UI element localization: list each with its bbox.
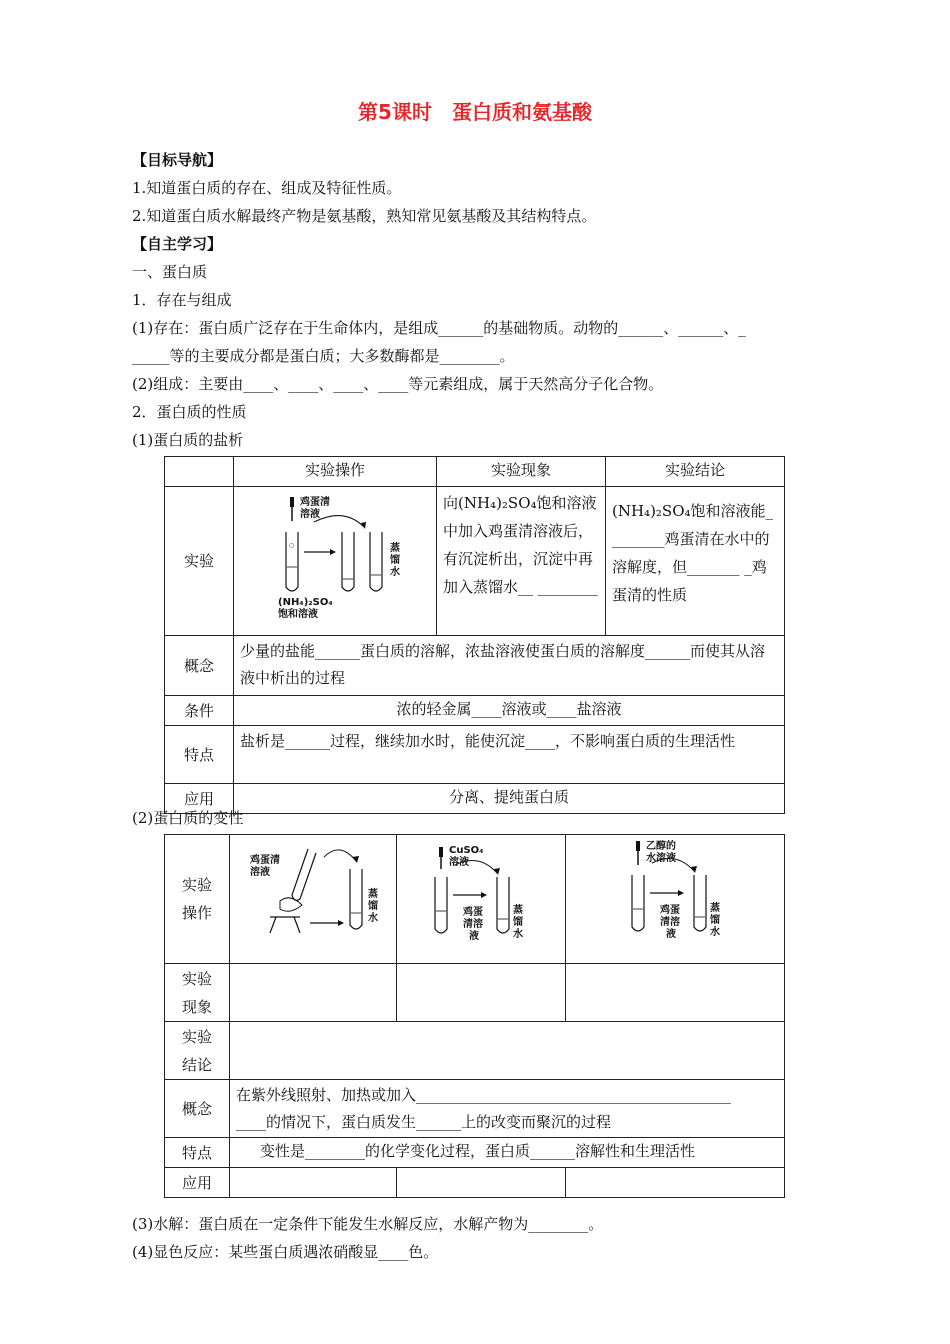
exist-text-a: (1)存在：蛋白质广泛存在于生命体内，是组成______的基础物质。动物的______、______、_ — [132, 319, 746, 337]
fig-water-3: 水 — [390, 567, 400, 578]
phenomenon-cell-2 — [397, 964, 566, 1022]
fig2-egg-b: 清溶 — [463, 919, 483, 930]
svg-text:○: ○ — [289, 542, 295, 549]
salting-application: 分离、提纯蛋白质 — [234, 784, 785, 814]
hydrolysis-text: (3)水解：蛋白质在一定条件下能发生水解反应，水解产物为________。 — [132, 1215, 604, 1233]
fig2-egg-c: 液 — [469, 931, 479, 942]
salting-figure-cell — [234, 487, 437, 636]
header-conclusion: 实验结论 — [606, 457, 785, 487]
study-heading: 【自主学习】 — [132, 235, 223, 253]
fig3-reagent: 乙醇的 — [646, 841, 676, 852]
fig-sat-label: 饱和溶液 — [278, 609, 318, 620]
heat-figure — [230, 835, 396, 955]
fig3-egg-a: 鸡蛋 — [660, 905, 680, 916]
fig-egg-label: 鸡蛋清 — [300, 497, 330, 508]
row-label-phenomenon: 实验 现象 — [165, 964, 230, 1022]
fig-sol-label: 溶液 — [300, 509, 320, 520]
application-cell-2 — [397, 1168, 566, 1198]
salting-table — [164, 456, 785, 814]
heat-figure-cell — [230, 835, 397, 964]
salting-concept: 少量的盐能______蛋白质的溶解，浓盐溶液使蛋白质的溶解度______而使其从溶液中析出的过程 — [234, 636, 785, 696]
fig3-egg-c: 液 — [666, 929, 676, 940]
fig3-sol: 水溶液 — [646, 853, 676, 864]
fig2-egg-a: 鸡蛋 — [463, 907, 483, 918]
sub-1-heading: 1．存在与组成 — [132, 291, 232, 309]
corner-cell — [165, 457, 234, 487]
denature-table — [164, 834, 785, 1198]
conclusion-cell — [230, 1022, 785, 1080]
fig-water-1: 蒸 — [390, 543, 400, 554]
row-label-conclusion: 实验 结论 — [165, 1022, 230, 1080]
goal-heading: 【目标导航】 — [132, 151, 223, 169]
row-label-concept: 概念 — [165, 636, 234, 696]
salting-heading: (1)蛋白质的盐析 — [132, 431, 244, 449]
row-label-condition: 条件 — [165, 696, 234, 726]
application-cell-1 — [230, 1168, 397, 1198]
cuso4-figure-cell — [397, 835, 566, 964]
cuso4-figure — [397, 835, 565, 955]
salting-phenomenon: 向(NH₄)₂SO₄饱和溶液中加入鸡蛋清溶液后，有沉淀析出，沉淀中再加入蒸馏水__ ________ — [437, 487, 606, 636]
compose-text: (2)组成：主要由____、____、____、____等元素组成，属于天然高分子化合物。 — [132, 375, 664, 393]
phenomenon-cell-1 — [230, 964, 397, 1022]
goal-1: 1.知道蛋白质的存在、组成及特征性质。 — [132, 179, 402, 197]
fig3-egg-b: 清溶 — [660, 917, 680, 928]
header-operation: 实验操作 — [234, 457, 437, 487]
row-label-feature: 特点 — [165, 726, 234, 784]
fig2-sol: 溶液 — [449, 857, 469, 868]
fig-salt-label: (NH₄)₂SO₄ — [278, 597, 333, 608]
sub-2-heading: 2．蛋白质的性质 — [132, 403, 247, 421]
row-label-feature-2: 特点 — [165, 1138, 230, 1168]
salting-feature: 盐析是______过程，继续加水时，能使沉淀____，不影响蛋白质的生理活性 — [234, 726, 785, 784]
fig3-water-1: 蒸 — [710, 903, 720, 914]
denature-feature: 变性是________的化学变化过程，蛋白质______溶解性和生理活性 — [230, 1138, 785, 1168]
goal-2: 2.知道蛋白质水解最终产物是氨基酸，熟知常见氨基酸及其结构特点。 — [132, 207, 597, 225]
fig1-water-2: 馏 — [368, 901, 378, 912]
denature-heading: (2)蛋白质的变性 — [132, 809, 244, 827]
exist-text-b: _____等的主要成分都是蛋白质；大多数酶都是________。 — [132, 347, 515, 365]
row-label-concept-2: 概念 — [165, 1080, 230, 1138]
fig2-water-3: 水 — [513, 929, 523, 940]
salting-condition: 浓的轻金属____溶液或____盐溶液 — [234, 696, 785, 726]
fig3-water-2: 馏 — [710, 915, 720, 926]
fig1-egg: 鸡蛋清 — [250, 855, 280, 866]
fig2-water-1: 蒸 — [513, 905, 523, 916]
row-label-operation: 实验 操作 — [165, 835, 230, 964]
ethanol-figure — [566, 835, 784, 955]
salting-figure — [234, 487, 434, 627]
fig1-water-3: 水 — [368, 913, 378, 924]
ethanol-figure-cell — [566, 835, 785, 964]
page-title: 第5课时 蛋白质和氨基酸 — [358, 100, 592, 124]
color-reaction-text: (4)显色反应：某些蛋白质遇浓硝酸显____色。 — [132, 1243, 439, 1261]
phenomenon-cell-3 — [566, 964, 785, 1022]
salting-conclusion: (NH₄)₂SO₄饱和溶液能_ _______鸡蛋清在水中的溶解度，但_______ _鸡蛋清的性质 — [606, 487, 785, 636]
row-label-application-2: 应用 — [165, 1168, 230, 1198]
row-label-application: 应用 — [165, 784, 234, 814]
fig1-sol: 溶液 — [250, 867, 270, 878]
fig1-water-1: 蒸 — [368, 889, 378, 900]
fig3-water-3: 水 — [710, 927, 720, 938]
fig2-water-2: 馏 — [513, 917, 523, 928]
application-cell-3 — [566, 1168, 785, 1198]
denature-concept: 在紫外线照射、加热或加入__________________________________________ ____的情况下，蛋白质发生______上的改变而聚沉的过程 — [230, 1080, 785, 1138]
fig2-reagent: CuSO₄ — [449, 845, 484, 856]
part-1-heading: 一、蛋白质 — [132, 263, 208, 281]
row-label-experiment: 实验 — [165, 487, 234, 636]
header-phenomenon: 实验现象 — [437, 457, 606, 487]
fig-water-2: 馏 — [390, 555, 400, 566]
